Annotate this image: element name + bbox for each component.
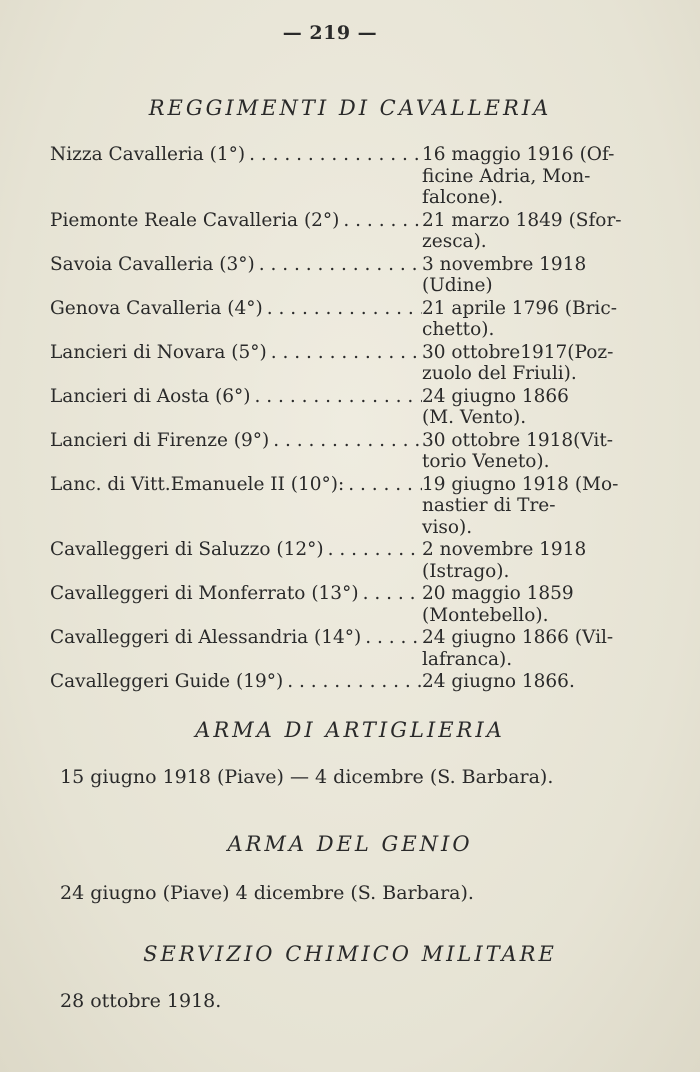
- regiment-entry: [50, 144, 630, 209]
- regiment-date-line: 19 giugno 1918 (Mo-: [422, 473, 619, 495]
- leader-dots: [263, 298, 422, 320]
- regiment-date-line: 24 giugno 1866.: [422, 671, 575, 692]
- regiment-entry: [50, 210, 630, 253]
- regiment-date-line: 21 aprile 1796 (Bric-: [422, 297, 617, 319]
- regiment-entry: [50, 627, 630, 670]
- regiment-date: [422, 144, 630, 209]
- heading-chimico: SERVIZIO CHIMICO MILITARE: [143, 942, 557, 966]
- regiment-date-line: zuolo del Friuli).: [422, 363, 577, 384]
- regiment-date-line: (M. Vento).: [422, 407, 527, 428]
- leader-dots: [267, 342, 422, 364]
- regiment-name: Lanc. di Vitt.Emanuele II (10°):: [50, 473, 345, 495]
- artiglieria-text: 15 giugno 1918 (Piave) — 4 dicembre (S. Barbara).: [60, 766, 554, 788]
- leader-dots: [324, 539, 422, 561]
- leader-dots: [251, 386, 422, 408]
- regiment-date-line: chetto).: [422, 319, 495, 340]
- leader-dots: [269, 430, 422, 452]
- regiment-entry: [50, 583, 630, 626]
- regiment-name: Piemonte Reale Cavalleria (2°): [50, 209, 340, 231]
- regiment-name: Lancieri di Firenze (9°): [50, 429, 270, 451]
- regiment-date-line: viso).: [422, 516, 473, 538]
- regiment-entry: [50, 386, 630, 429]
- heading-artiglieria: ARMA DI ARTIGLIERIA: [195, 718, 505, 742]
- chimico-text: 28 ottobre 1918.: [60, 990, 222, 1012]
- regiment-date-line: 3 novembre 1918: [422, 253, 587, 275]
- regiment-date-line: nastier di Tre-: [422, 495, 556, 516]
- regiment-name: Nizza Cavalleria (1°): [50, 144, 246, 165]
- regiment-date-line: 24 giugno 1866 (Vil-: [422, 627, 614, 648]
- regiment-entry: [50, 298, 630, 341]
- regiment-date-line: 20 maggio 1859: [422, 583, 574, 604]
- regiment-name: Savoia Cavalleria (3°): [50, 253, 255, 275]
- regiment-entry: [50, 474, 630, 539]
- regiment-date: [422, 254, 630, 297]
- regiment-date-line: (Montebello).: [422, 604, 549, 626]
- regiment-date-line: (Istrago).: [422, 560, 510, 582]
- regiment-name: Lancieri di Novara (5°): [50, 341, 267, 363]
- regiment-date-line: falcone).: [422, 187, 504, 208]
- regiment-name: Lancieri di Aosta (6°): [50, 385, 251, 407]
- regiment-date-line: 2 novembre 1918: [422, 539, 587, 560]
- regiment-entry: [50, 430, 630, 473]
- leader-dots: [361, 627, 422, 649]
- regiment-date: [422, 298, 630, 341]
- regiment-date-line: 21 marzo 1849 (Sfor-: [422, 209, 622, 231]
- regiment-name: Cavalleggeri Guide (19°): [50, 671, 284, 692]
- regiment-date-line: 24 giugno 1866: [422, 385, 569, 407]
- genio-text: 24 giugno (Piave) 4 dicembre (S. Barbara).: [60, 882, 474, 904]
- leader-dots: [245, 144, 422, 166]
- regiment-date: [422, 342, 630, 385]
- regiment-date: [422, 474, 630, 539]
- regiment-date: [422, 671, 630, 693]
- regiment-date: [422, 627, 630, 670]
- regiment-date-line: 30 ottobre 1918(Vit-: [422, 429, 614, 451]
- page-number: — 219 —: [282, 22, 378, 44]
- regiment-date-line: zesca).: [422, 231, 487, 252]
- cavalleria-list: [50, 144, 630, 694]
- regiment-name: Genova Cavalleria (4°): [50, 297, 263, 319]
- regiment-date: [422, 386, 630, 429]
- regiment-name: Cavalleggeri di Alessandria (14°): [50, 627, 362, 648]
- regiment-date-line: torio Veneto).: [422, 451, 550, 472]
- regiment-entry: [50, 342, 630, 385]
- regiment-name: Cavalleggeri di Monferrato (13°): [50, 583, 359, 604]
- regiment-date-line: 16 maggio 1916 (Of-: [422, 144, 615, 165]
- regiment-entry: [50, 539, 630, 582]
- regiment-date-line: ficine Adria, Mon-: [422, 165, 591, 187]
- leader-dots: [344, 474, 422, 496]
- regiment-date-line: lafranca).: [422, 648, 513, 670]
- regiment-date: [422, 210, 630, 253]
- regiment-date-line: (Udine): [422, 275, 493, 296]
- leader-dots: [283, 671, 422, 693]
- heading-genio: ARMA DEL GENIO: [227, 832, 473, 856]
- regiment-entry: [50, 254, 630, 297]
- regiment-entry: [50, 671, 630, 693]
- regiment-date: [422, 430, 630, 473]
- leader-dots: [359, 583, 422, 605]
- regiment-name: Cavalleggeri di Saluzzo (12°): [50, 539, 324, 560]
- leader-dots: [339, 210, 422, 232]
- leader-dots: [255, 254, 422, 276]
- heading-cavalleria: REGGIMENTI DI CAVALLERIA: [148, 96, 552, 120]
- regiment-date: [422, 539, 630, 582]
- regiment-date-line: 30 ottobre1917(Poz-: [422, 341, 614, 363]
- regiment-date: [422, 583, 630, 626]
